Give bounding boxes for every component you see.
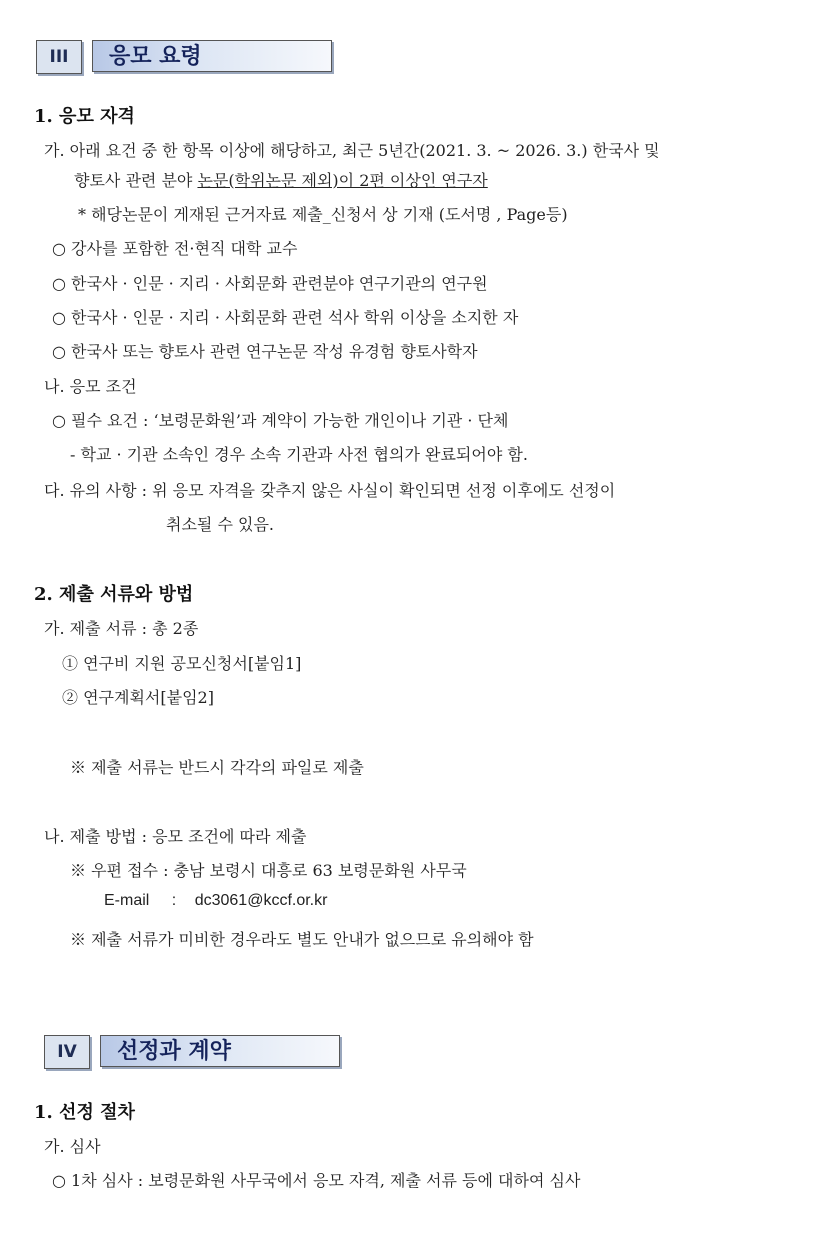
eligibility-line-1: 가. 아래 요건 중 한 항목 이상에 해당하고, 최근 5년간(2021. 3. ~ 2026. 3.) 한국사 및	[44, 141, 660, 160]
eligibility-note: * 해당논문이 게재된 근거자료 제출_신청서 상 기재 (도서명 , Page등)	[78, 205, 568, 224]
list-item: ○ 필수 요건 : ‘보령문화원’과 계약이 가능한 개인이나 기관 · 단체	[52, 411, 509, 430]
list-item: ① 연구비 지원 공모신청서[붙임1]	[62, 654, 302, 673]
eligibility-line-2-plain: 향토사 관련 분야	[74, 171, 198, 190]
eligibility-line-2	[74, 168, 488, 191]
review-heading: 가. 심사	[44, 1137, 101, 1156]
list-item: ○ 한국사 · 인문 · 지리 · 사회문화 관련분야 연구기관의 연구원	[52, 274, 488, 293]
submission-note-2: ※ 제출 서류가 미비한 경우라도 별도 안내가 없으므로 유의해야 함	[70, 930, 534, 949]
caution-line-2: 취소될 수 있음.	[166, 515, 274, 534]
email-label: E-mail	[104, 892, 150, 909]
email-separator: :	[171, 892, 177, 909]
conditions-dash: - 학교 · 기관 소속인 경우 소속 기관과 사전 협의가 완료되어야 함.	[70, 445, 528, 464]
list-item: ○ 1차 심사 : 보령문화원 사무국에서 응모 자격, 제출 서류 등에 대하여 심사	[52, 1171, 581, 1190]
section-number: III	[36, 40, 82, 74]
email-row	[104, 892, 327, 910]
heading-application-eligibility: 1. 응모 자격	[34, 106, 135, 127]
section-title: 선정과 계약	[100, 1035, 340, 1067]
section-header-3	[36, 40, 336, 74]
heading-submission: 2. 제출 서류와 방법	[34, 584, 194, 605]
submission-documents: 가. 제출 서류 : 총 2종	[44, 619, 199, 638]
section-number: IV	[44, 1035, 90, 1069]
eligibility-line-2-underlined: 논문(학위논문 제외)이 2편 이상인 연구자	[197, 171, 488, 190]
submission-note-1: ※ 제출 서류는 반드시 각각의 파일로 제출	[70, 758, 364, 777]
heading-selection-procedure: 1. 선정 절차	[34, 1102, 135, 1123]
list-item: ○ 강사를 포함한 전·현직 대학 교수	[52, 239, 298, 258]
conditions-heading: 나. 응모 조건	[44, 377, 137, 396]
list-item: ○ 한국사 · 인문 · 지리 · 사회문화 관련 석사 학위 이상을 소지한 자	[52, 308, 519, 327]
caution-line-1: 다. 유의 사항 : 위 응모 자격을 갖추지 않은 사실이 확인되면 선정 이후에도 선정이	[44, 481, 616, 500]
section-title: 응모 요령	[92, 40, 332, 72]
submission-method: 나. 제출 방법 : 응모 조건에 따라 제출	[44, 827, 307, 846]
list-item: ○ 한국사 또는 향토사 관련 연구논문 작성 유경험 향토사학자	[52, 342, 478, 361]
email-value: dc3061@kccf.or.kr	[194, 892, 328, 909]
list-item: ② 연구계획서[붙임2]	[62, 688, 214, 707]
postal-submission: ※ 우편 접수 : 충남 보령시 대흥로 63 보령문화원 사무국	[70, 861, 467, 880]
